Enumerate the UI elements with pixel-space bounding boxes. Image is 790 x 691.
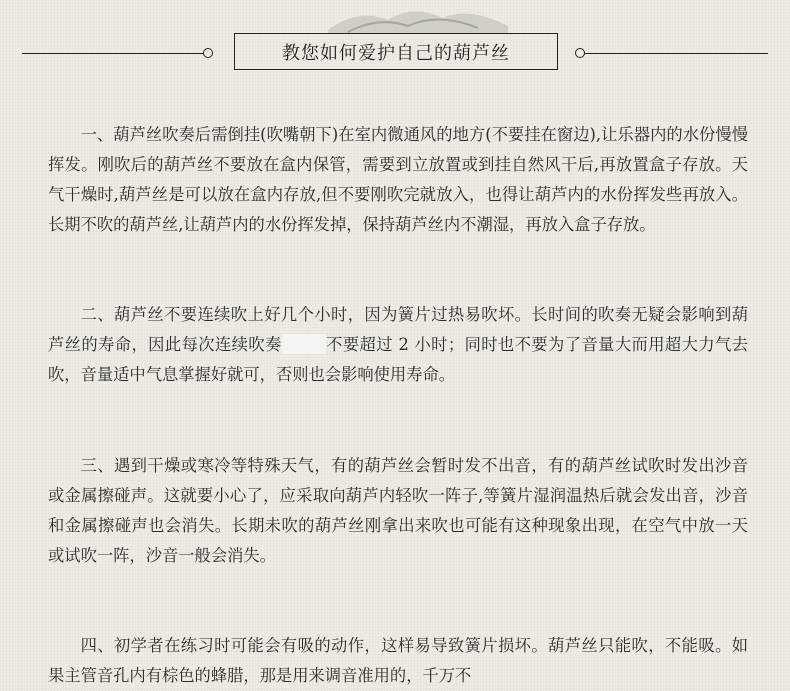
redacted-blank — [282, 334, 326, 354]
paragraph-2 — [48, 300, 748, 390]
page-title-text: 教您如何爱护自己的葫芦丝 — [282, 42, 510, 64]
page-title — [234, 33, 558, 70]
ink-painting-decoration — [318, 0, 518, 34]
paragraph-2-part-1: 二、葫芦丝不要连续吹上好几个小时，因为簧片过热易吹坏。长时间的吹奏无疑会影响到葫芦丝的寿命，因此每次连续吹奏 — [48, 305, 748, 354]
paragraph-4: 四、初学者在练习时可能会有吸的动作，这样易导致簧片损坏。葫芦丝只能吹，不能吸。如果主管音孔内有棕色的蜂腊，那是用来调音准用的，千万不 — [48, 636, 748, 685]
paragraph-1: 一、葫芦丝吹奏后需倒挂(吹嘴朝下)在室内微通风的地方(不要挂在窗边),让乐器内的水份慢慢挥发。刚吹后的葫芦丝不要放在盒内保管，需要到立放置或到挂自然风干后,再放置盒子存放。天气干燥时,葫芦丝是可以放在盒内存放,但不要刚吹完就放入，也得让葫芦内的水份挥发些再放入。长期不吹的葫芦丝,让葫芦内的水份挥发掉，保持葫芦丝内不潮湿，再放入盒子存放。 — [48, 125, 748, 234]
paragraph-3: 三、遇到干燥或寒冷等特殊天气，有的葫芦丝会暂时发不出音，有的葫芦丝试吹时发出沙音或金属擦碰声。这就要小心了，应采取向葫芦内轻吹一阵子,等簧片湿润温热后就会发出音，沙音和金属擦碰声也会消失。长期未吹的葫芦丝刚拿出来吹也可能有这种现象出现，在空气中放一天或试吹一阵，沙音一般会消失。 — [48, 456, 748, 565]
title-rule-left-knot — [203, 48, 213, 58]
title-rule-right — [584, 53, 768, 54]
paragraph-2-part-2: 不要超过 2 小时；同时也不要为了音量大而用超大力气去吹，音量适中气息掌握好就可，否则也会影响使用寿命。 — [48, 335, 748, 384]
title-rule-left — [22, 53, 205, 54]
